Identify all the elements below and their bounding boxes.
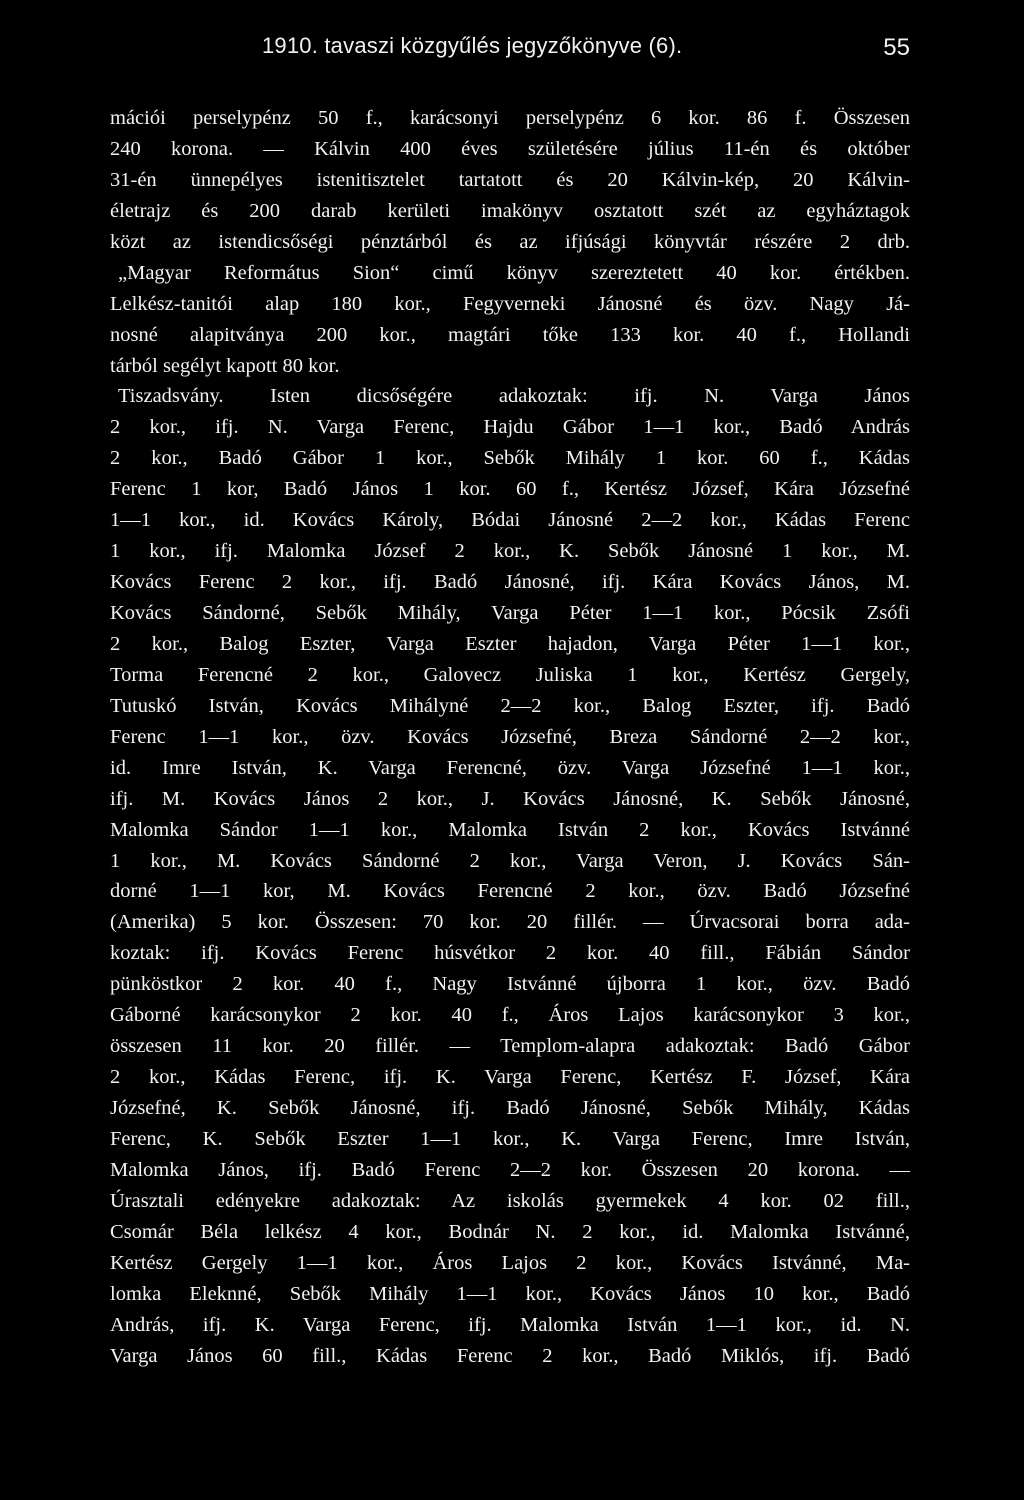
- text-line: Kovács Ferenc 2 kor., ifj. Badó Jánosné, ifj. Kára Kovács János, M.: [110, 571, 910, 594]
- text-line: Úrasztali edényekre adakoztak: Az iskolás gyermekek 4 kor. 02 fill.,: [110, 1189, 910, 1212]
- text-line: dorné 1—1 kor, M. Kovács Ferencné 2 kor., özv. Badó Józsefné: [110, 880, 910, 903]
- text-line: Malomka János, ifj. Badó Ferenc 2—2 kor. Összesen 20 korona. —: [110, 1158, 910, 1181]
- text-line: 2 kor., Balog Eszter, Varga Eszter hajadon, Varga Péter 1—1 kor.,: [110, 632, 910, 655]
- page-number: 55: [883, 34, 910, 61]
- text-line: Kertész Gergely 1—1 kor., Áros Lajos 2 kor., Kovács Istvánné, Ma-: [110, 1251, 910, 1274]
- text-line: 2 kor., ifj. N. Varga Ferenc, Hajdu Gábor 1—1 kor., Badó András: [110, 416, 910, 439]
- text-line: Ferenc 1 kor, Badó János 1 kor. 60 f., Kertész József, Kára Józsefné: [110, 478, 910, 501]
- text-line: Malomka Sándor 1—1 kor., Malomka István 2 kor., Kovács Istvánné: [110, 818, 910, 841]
- text-line: 1 kor., ifj. Malomka József 2 kor., K. Sebők Jánosné 1 kor., M.: [110, 540, 910, 563]
- text-line: Józsefné, K. Sebők Jánosné, ifj. Badó Jánosné, Sebők Mihály, Kádas: [110, 1097, 910, 1119]
- text-line: nosné alapitványa 200 kor., magtári tőke 133 kor. 40 f., Hollandi: [110, 323, 910, 346]
- running-title: 1910. tavaszi közgyűlés jegyzőkönyve (6).: [262, 33, 683, 58]
- text-line: mációi perselypénz 50 f., karácsonyi perselypénz 6 kor. 86 f. Összesen: [110, 107, 910, 129]
- text-line: Csomár Béla lelkész 4 kor., Bodnár N. 2 kor., id. Malomka Istvánné,: [110, 1220, 910, 1243]
- text-line: Lelkész-tanitói alap 180 kor., Fegyverneki Jánosné és özv. Nagy Já-: [110, 292, 910, 315]
- text-line: Ferenc 1—1 kor., özv. Kovács Józsefné, Breza Sándorné 2—2 kor.,: [110, 725, 910, 748]
- text-line: 240 korona. — Kálvin 400 éves születésére július 11-én és október: [110, 137, 910, 160]
- text-line: (Amerika) 5 kor. Összesen: 70 kor. 20 fillér. — Úrvacsorai borra ada-: [110, 911, 910, 934]
- text-line: 1—1 kor., id. Kovács Károly, Bódai Jánosné 2—2 kor., Kádas Ferenc: [110, 509, 910, 532]
- text-line: összesen 11 kor. 20 fillér. — Templom-alapra adakoztak: Badó Gábor: [110, 1035, 910, 1058]
- text-line: ifj. M. Kovács János 2 kor., J. Kovács Jánosné, K. Sebők Jánosné,: [110, 787, 910, 810]
- text-line: András, ifj. K. Varga Ferenc, ifj. Malomka István 1—1 kor., id. N.: [110, 1313, 910, 1336]
- text-line: Tutuskó István, Kovács Mihályné 2—2 kor., Balog Eszter, ifj. Badó: [110, 694, 910, 717]
- text-line: pünköstkor 2 kor. 40 f., Nagy Istvánné újborra 1 kor., özv. Badó: [110, 973, 910, 996]
- text-line: 1 kor., M. Kovács Sándorné 2 kor., Varga Veron, J. Kovács Sán-: [110, 849, 910, 872]
- text-line: Varga János 60 fill., Kádas Ferenc 2 kor., Badó Miklós, ifj. Badó: [110, 1344, 910, 1367]
- text-line: közt az istendicsőségi pénztárból és az ifjúsági könyvtár részére 2 drb.: [110, 230, 910, 253]
- text-line: lomka Eleknné, Sebők Mihály 1—1 kor., Kovács János 10 kor., Badó: [110, 1282, 910, 1305]
- text-line: Gáborné karácsonykor 2 kor. 40 f., Áros Lajos karácsonykor 3 kor.,: [110, 1004, 910, 1027]
- page-header: [110, 30, 910, 70]
- text-line: Tiszadsvány. Isten dicsőségére adakoztak: ifj. N. Varga János: [118, 385, 910, 408]
- text-line: Torma Ferencné 2 kor., Galovecz Juliska 1 kor., Kertész Gergely,: [110, 663, 910, 686]
- body-text: [110, 103, 910, 1371]
- text-line: 2 kor., Kádas Ferenc, ifj. K. Varga Ferenc, Kertész F. József, Kára: [110, 1066, 910, 1089]
- text-line: id. Imre István, K. Varga Ferencné, özv. Varga Józsefné 1—1 kor.,: [110, 756, 910, 779]
- text-line: Kovács Sándorné, Sebők Mihály, Varga Péter 1—1 kor., Pócsik Zsófi: [110, 602, 910, 624]
- text-line: 2 kor., Badó Gábor 1 kor., Sebők Mihály 1 kor. 60 f., Kádas: [110, 447, 910, 470]
- text-line: koztak: ifj. Kovács Ferenc húsvétkor 2 kor. 40 fill., Fábián Sándor: [110, 942, 910, 965]
- text-line: „Magyar Református Sion“ cimű könyv szereztetett 40 kor. értékben.: [118, 261, 910, 284]
- text-line: 31-én ünnepélyes istenitisztelet tartatott és 20 Kálvin-kép, 20 Kálvin-: [110, 168, 910, 191]
- text-line: Ferenc, K. Sebők Eszter 1—1 kor., K. Varga Ferenc, Imre István,: [110, 1127, 910, 1150]
- text-line: életrajz és 200 darab kerületi imakönyv osztatott szét az egyháztagok: [110, 199, 910, 222]
- text-line: tárból segélyt kapott 80 kor.: [110, 354, 340, 377]
